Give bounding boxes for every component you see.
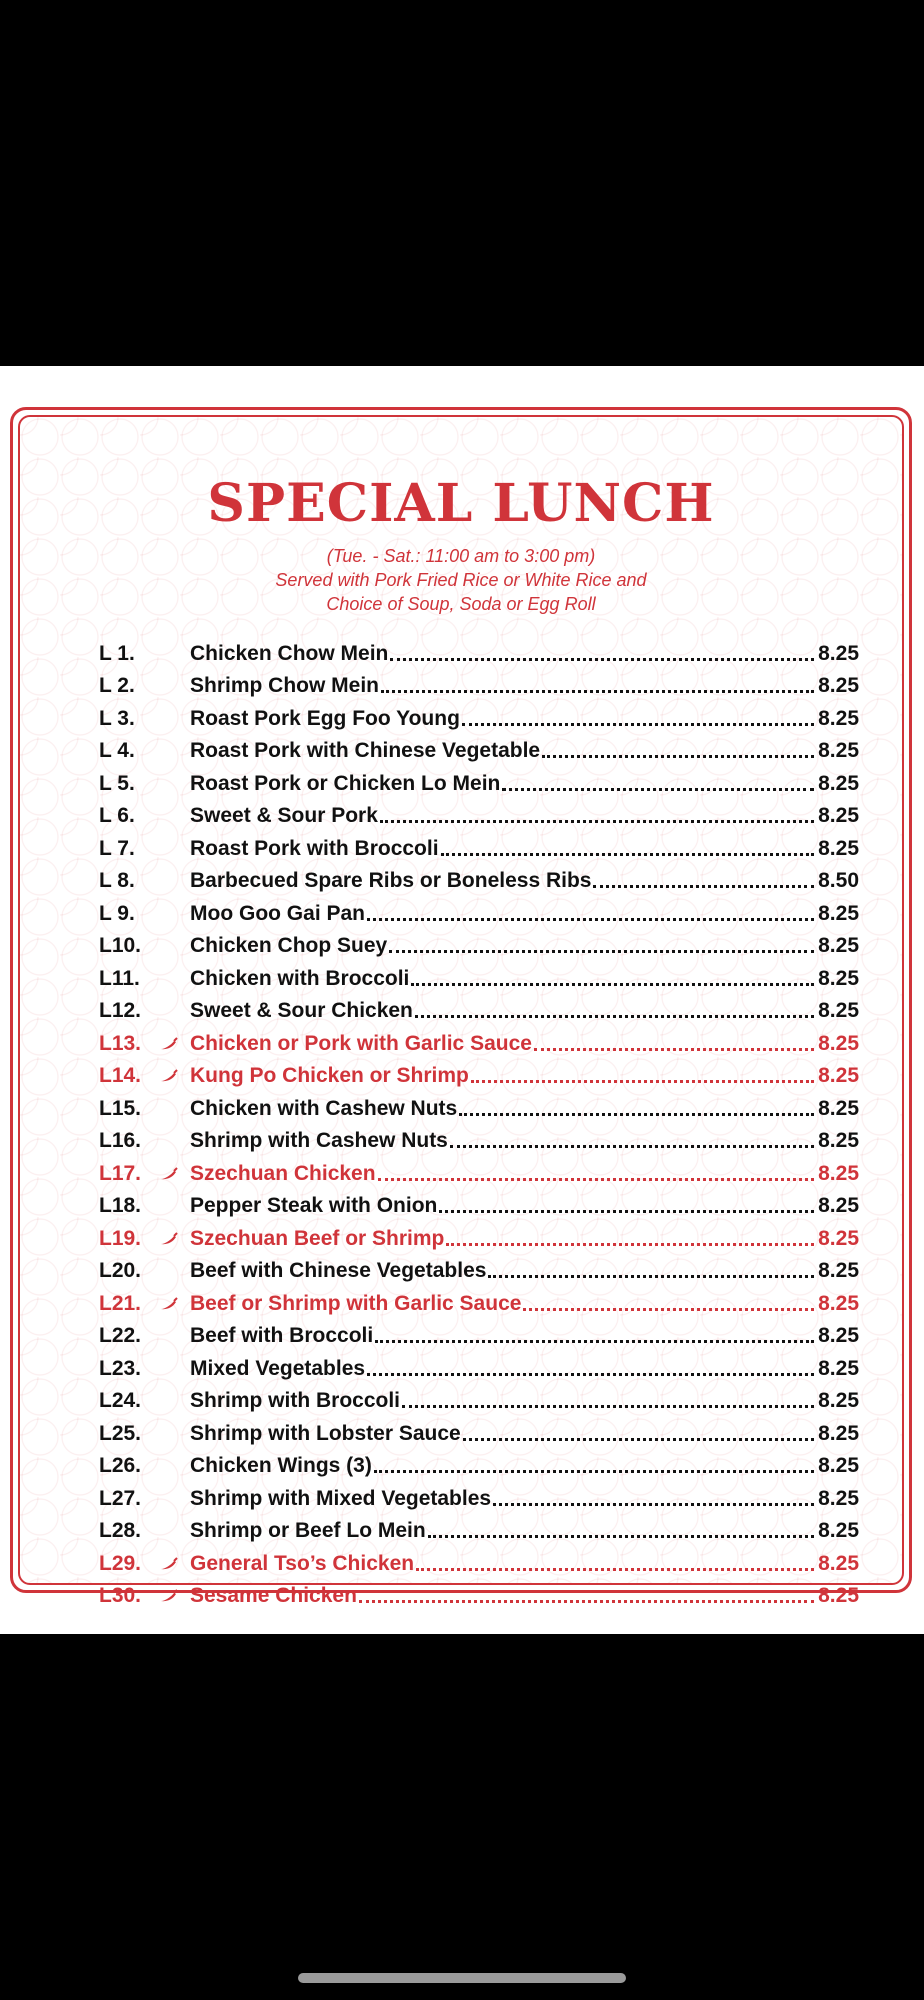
dot-leader bbox=[534, 1047, 814, 1051]
pepper-spacer bbox=[159, 642, 190, 666]
dot-leader bbox=[402, 1404, 814, 1408]
menu-item-price: 8.25 bbox=[818, 966, 859, 990]
menu-item-row bbox=[99, 828, 859, 861]
menu-item-price: 8.50 bbox=[818, 869, 859, 892]
menu-item-name: Barbecued Spare Ribs or Boneless Ribs bbox=[190, 869, 592, 892]
menu-item-name: Roast Pork or Chicken Lo Mein bbox=[190, 771, 501, 795]
menu-item-name: Shrimp with Lobster Sauce bbox=[190, 1421, 461, 1445]
menu-item-name: Roast Pork with Broccoli bbox=[190, 836, 439, 860]
pepper-spacer bbox=[159, 934, 190, 958]
menu-item-row bbox=[99, 666, 859, 699]
menu-item-number: L 4. bbox=[99, 739, 135, 762]
menu-item-row bbox=[99, 1576, 859, 1609]
dot-leader bbox=[446, 1242, 814, 1246]
menu-item-price: 8.25 bbox=[818, 1584, 859, 1607]
pepper-spacer bbox=[159, 1454, 190, 1478]
pepper-spacer bbox=[159, 1389, 190, 1413]
menu-item-row bbox=[99, 1446, 859, 1479]
menu-item-name: Kung Po Chicken or Shrimp bbox=[190, 1064, 469, 1087]
menu-item-row bbox=[99, 1478, 859, 1511]
menu-item-number: L 5. bbox=[99, 771, 135, 795]
dot-leader bbox=[381, 689, 814, 693]
dot-leader bbox=[374, 1469, 814, 1473]
dot-leader bbox=[493, 1502, 814, 1506]
menu-item-price: 8.25 bbox=[818, 1421, 859, 1445]
menu-item-name: Chicken Chop Suey bbox=[190, 934, 388, 957]
menu-served-line-2: Choice of Soup, Soda or Egg Roll bbox=[326, 594, 596, 614]
menu-item-row bbox=[99, 1153, 859, 1186]
menu-item-name: Beef with Broccoli bbox=[190, 1324, 374, 1347]
menu-item-number: L 7. bbox=[99, 836, 135, 860]
pepper-spacer bbox=[159, 739, 190, 763]
menu-item-row bbox=[99, 1251, 859, 1284]
menu-item-row bbox=[99, 1023, 859, 1056]
menu-item-price: 8.25 bbox=[818, 1291, 859, 1315]
menu-item-name: Szechuan Beef or Shrimp bbox=[190, 1226, 445, 1250]
menu-item-price: 8.25 bbox=[818, 901, 859, 925]
dot-leader bbox=[488, 1274, 814, 1278]
menu-item-price: 8.25 bbox=[818, 1486, 859, 1510]
menu-item-name: Roast Pork with Chinese Vegetable bbox=[190, 739, 541, 762]
pepper-spacer bbox=[159, 902, 190, 926]
dot-leader bbox=[416, 1567, 814, 1571]
chili-pepper-icon bbox=[159, 1227, 190, 1251]
menu-item-number: L20. bbox=[99, 1259, 142, 1282]
pepper-spacer bbox=[159, 707, 190, 731]
pepper-spacer bbox=[159, 1487, 190, 1511]
chili-pepper-icon bbox=[159, 1064, 190, 1088]
menu-item-row bbox=[99, 1316, 859, 1349]
menu-item-price: 8.25 bbox=[818, 1389, 859, 1412]
menu-item-name: Shrimp Chow Mein bbox=[190, 674, 379, 697]
menu-item-price: 8.25 bbox=[818, 706, 859, 730]
menu-item-price: 8.25 bbox=[818, 739, 859, 762]
menu-item-name: Shrimp with Mixed Vegetables bbox=[190, 1486, 492, 1510]
menu-item-name: Beef with Chinese Vegetables bbox=[190, 1259, 487, 1282]
menu-item-row bbox=[99, 1088, 859, 1121]
dot-leader bbox=[375, 1339, 814, 1343]
menu-item-row bbox=[99, 1218, 859, 1251]
dot-leader bbox=[380, 819, 814, 823]
pepper-spacer bbox=[159, 869, 190, 893]
chili-pepper-icon bbox=[159, 1162, 190, 1186]
menu-item-name: General Tso’s Chicken bbox=[190, 1551, 415, 1575]
menu-item-name: Szechuan Chicken bbox=[190, 1161, 376, 1185]
menu-item-price: 8.25 bbox=[818, 1031, 859, 1055]
chili-pepper-icon bbox=[159, 1584, 190, 1608]
menu-item-number: L 6. bbox=[99, 804, 135, 827]
menu-item-number: L11. bbox=[99, 966, 140, 990]
menu-item-row bbox=[99, 861, 859, 894]
menu-item-number: L22. bbox=[99, 1324, 142, 1347]
menu-item-price: 8.25 bbox=[818, 804, 859, 827]
menu-item-row bbox=[99, 796, 859, 829]
menu-item-number: L10. bbox=[99, 934, 142, 957]
menu-page bbox=[0, 366, 924, 1634]
menu-item-price: 8.25 bbox=[818, 1064, 859, 1087]
menu-item-row bbox=[99, 731, 859, 764]
menu-item-name: Chicken with Cashew Nuts bbox=[190, 1096, 458, 1120]
menu-item-number: L17. bbox=[99, 1161, 142, 1185]
pepper-spacer bbox=[159, 1324, 190, 1348]
menu-item-row bbox=[99, 1348, 859, 1381]
menu-item-price: 8.25 bbox=[818, 836, 859, 860]
menu-item-number: L12. bbox=[99, 999, 142, 1022]
menu-item-number: L30. bbox=[99, 1584, 142, 1607]
dot-leader bbox=[542, 754, 814, 758]
menu-hours: (Tue. - Sat.: 11:00 am to 3:00 pm) bbox=[326, 546, 596, 566]
menu-item-number: L15. bbox=[99, 1096, 142, 1120]
pepper-spacer bbox=[159, 1422, 190, 1446]
menu-item-price: 8.25 bbox=[818, 1226, 859, 1250]
menu-item-name: Sweet & Sour Chicken bbox=[190, 999, 413, 1022]
menu-item-name: Sesame Chicken bbox=[190, 1584, 357, 1607]
menu-item-price: 8.25 bbox=[818, 1096, 859, 1120]
pepper-spacer bbox=[159, 804, 190, 828]
menu-item-row bbox=[99, 893, 859, 926]
menu-item-number: L18. bbox=[99, 1194, 142, 1217]
menu-item-name: Shrimp with Cashew Nuts bbox=[190, 1129, 448, 1152]
menu-item-number: L 3. bbox=[99, 706, 135, 730]
menu-item-price: 8.25 bbox=[818, 1324, 859, 1347]
menu-card bbox=[10, 407, 912, 1607]
menu-item-number: L 1. bbox=[99, 641, 135, 665]
menu-item-row bbox=[99, 1056, 859, 1089]
dot-leader bbox=[390, 657, 814, 661]
menu-item-number: L19. bbox=[99, 1226, 142, 1250]
dot-leader bbox=[367, 917, 814, 921]
menu-item-name: Roast Pork Egg Foo Young bbox=[190, 706, 460, 730]
menu-item-row bbox=[99, 926, 859, 959]
dot-leader bbox=[428, 1534, 814, 1538]
bottom-black-area bbox=[0, 1634, 924, 2000]
menu-item-row bbox=[99, 1186, 859, 1219]
menu-item-number: L24. bbox=[99, 1389, 142, 1412]
menu-item-name: Moo Goo Gai Pan bbox=[190, 901, 366, 925]
dot-leader bbox=[450, 1144, 814, 1148]
pepper-spacer bbox=[159, 1194, 190, 1218]
dot-leader bbox=[471, 1079, 814, 1083]
pepper-spacer bbox=[159, 1097, 190, 1121]
chili-pepper-icon bbox=[159, 1552, 190, 1576]
menu-item-row bbox=[99, 991, 859, 1024]
menu-item-number: L28. bbox=[99, 1519, 142, 1542]
chili-pepper-icon bbox=[159, 1032, 190, 1056]
dot-leader bbox=[523, 1307, 814, 1311]
menu-item-row bbox=[99, 958, 859, 991]
menu-item-name: Sweet & Sour Pork bbox=[190, 804, 378, 827]
chili-pepper-icon bbox=[159, 1292, 190, 1316]
menu-item-row bbox=[99, 1283, 859, 1316]
menu-item-price: 8.25 bbox=[818, 641, 859, 665]
dot-leader bbox=[378, 1177, 815, 1181]
pepper-spacer bbox=[159, 772, 190, 796]
menu-item-price: 8.25 bbox=[818, 1551, 859, 1575]
menu-item-number: L13. bbox=[99, 1031, 142, 1055]
menu-item-number: L 9. bbox=[99, 901, 135, 925]
menu-item-name: Chicken Chow Mein bbox=[190, 641, 389, 665]
menu-item-price: 8.25 bbox=[818, 771, 859, 795]
menu-item-price: 8.25 bbox=[818, 1356, 859, 1380]
menu-item-number: L 8. bbox=[99, 869, 135, 892]
menu-item-name: Chicken Wings (3) bbox=[190, 1454, 372, 1477]
menu-item-name: Chicken or Pork with Garlic Sauce bbox=[190, 1031, 532, 1055]
menu-item-number: L23. bbox=[99, 1356, 142, 1380]
menu-item-number: L29. bbox=[99, 1551, 142, 1575]
pepper-spacer bbox=[159, 674, 190, 698]
dot-leader bbox=[439, 1209, 814, 1213]
pepper-spacer bbox=[159, 967, 190, 991]
menu-item-price: 8.25 bbox=[818, 1519, 859, 1542]
dot-leader bbox=[389, 949, 814, 953]
dot-leader bbox=[411, 982, 814, 986]
menu-item-name: Mixed Vegetables bbox=[190, 1356, 366, 1380]
pepper-spacer bbox=[159, 1519, 190, 1543]
menu-item-price: 8.25 bbox=[818, 1259, 859, 1282]
dot-leader bbox=[502, 787, 814, 791]
menu-item-row bbox=[99, 1511, 859, 1544]
pepper-spacer bbox=[159, 1259, 190, 1283]
menu-item-row bbox=[99, 1413, 859, 1446]
menu-served-line-1: Served with Pork Fried Rice or White Rice and bbox=[275, 570, 647, 590]
menu-item-price: 8.25 bbox=[818, 674, 859, 697]
dot-leader bbox=[441, 852, 815, 856]
dot-leader bbox=[359, 1599, 814, 1603]
dot-leader bbox=[367, 1372, 814, 1376]
menu-item-number: L 2. bbox=[99, 674, 135, 697]
menu-item-number: L25. bbox=[99, 1421, 142, 1445]
menu-item-row bbox=[99, 763, 859, 796]
menu-item-list bbox=[99, 633, 859, 1608]
dot-leader bbox=[415, 1014, 814, 1018]
menu-item-number: L16. bbox=[99, 1129, 142, 1152]
pepper-spacer bbox=[159, 1129, 190, 1153]
menu-item-name: Pepper Steak with Onion bbox=[190, 1194, 438, 1217]
menu-item-name: Shrimp or Beef Lo Mein bbox=[190, 1519, 426, 1542]
menu-item-name: Shrimp with Broccoli bbox=[190, 1389, 401, 1412]
dot-leader bbox=[593, 884, 814, 888]
dot-leader bbox=[463, 1437, 814, 1441]
menu-item-number: L26. bbox=[99, 1454, 142, 1477]
menu-item-number: L21. bbox=[99, 1291, 142, 1315]
menu-item-price: 8.25 bbox=[818, 1454, 859, 1477]
menu-item-price: 8.25 bbox=[818, 934, 859, 957]
menu-item-price: 8.25 bbox=[818, 1161, 859, 1185]
menu-item-price: 8.25 bbox=[818, 999, 859, 1022]
top-black-area bbox=[0, 0, 924, 366]
home-indicator[interactable] bbox=[298, 1973, 626, 1983]
menu-item-price: 8.25 bbox=[818, 1129, 859, 1152]
menu-title: SPECIAL LUNCH bbox=[207, 473, 715, 534]
menu-item-row bbox=[99, 1121, 859, 1154]
pepper-spacer bbox=[159, 837, 190, 861]
menu-item-name: Beef or Shrimp with Garlic Sauce bbox=[190, 1291, 522, 1315]
menu-item-price: 8.25 bbox=[818, 1194, 859, 1217]
menu-item-number: L14. bbox=[99, 1064, 142, 1087]
menu-item-row bbox=[99, 1543, 859, 1576]
dot-leader bbox=[459, 1112, 814, 1116]
menu-item-number: L27. bbox=[99, 1486, 142, 1510]
menu-item-name: Chicken with Broccoli bbox=[190, 966, 410, 990]
menu-item-row bbox=[99, 633, 859, 666]
pepper-spacer bbox=[159, 1357, 190, 1381]
menu-item-row bbox=[99, 698, 859, 731]
pepper-spacer bbox=[159, 999, 190, 1023]
dot-leader bbox=[462, 722, 814, 726]
menu-item-row bbox=[99, 1381, 859, 1414]
